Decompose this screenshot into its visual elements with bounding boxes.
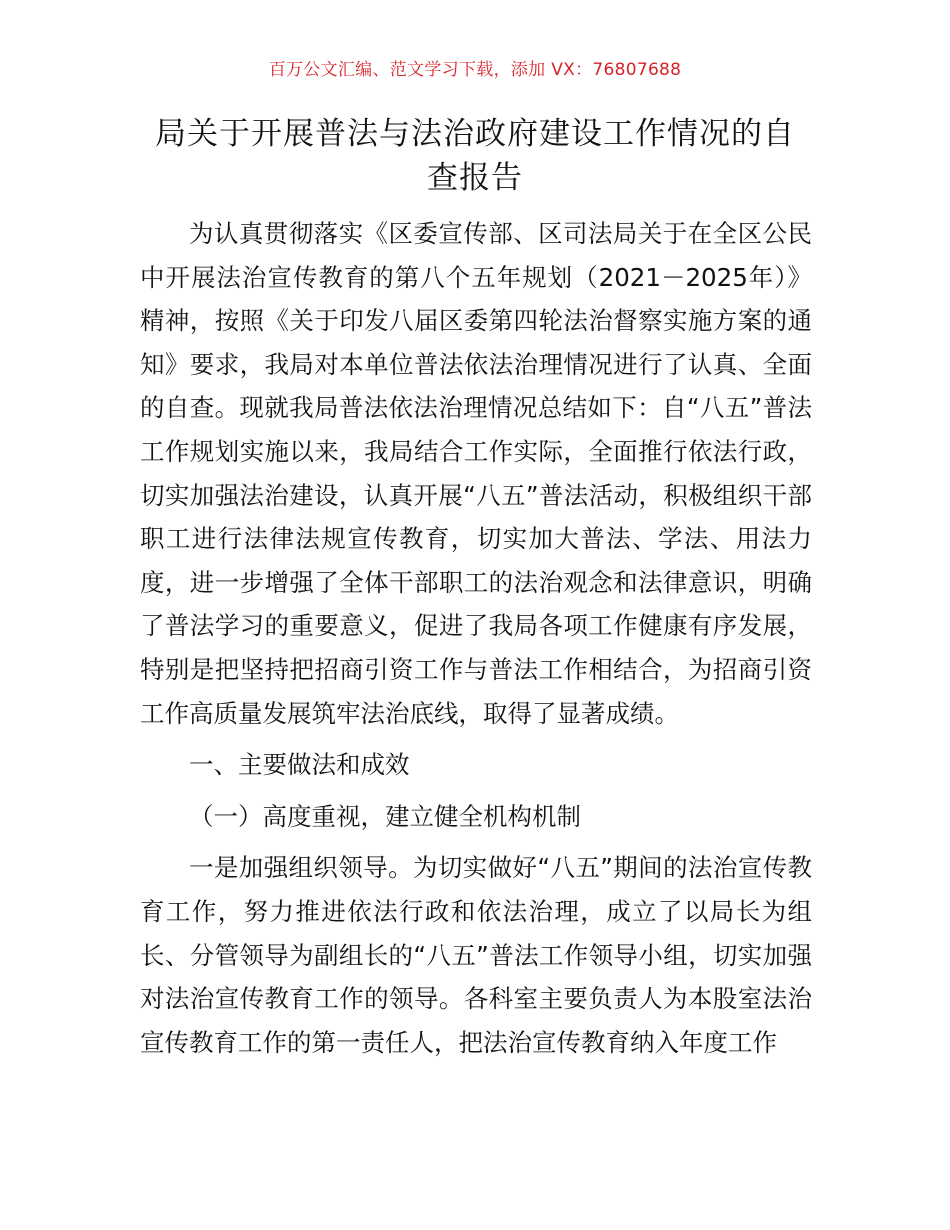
header-watermark: 百万公文汇编、范文学习下载，添加 VX：76807688 (268, 60, 682, 80)
body-paragraph: 为认真贯彻落实《区委宣传部、区司法局关于在全区公民中开展法治宣传教育的第八个五年规划（2021－2025年）》精神，按照《关于印发八届区委第四轮法治督察实施方案的通知》要求，我局对本单位普法依法治理情况进行了认真、全面的自查。现就我局普法依法治理情况总结如下：自“八五”普法工作规划实施以来，我局结合工作实际，全面推行依法行政，切实加强法治建设，认真开展“八五”普法活动，积极组织干部职工进行法律法规宣传教育，切实加大普法、学法、用法力度，进一步增强了全体干部职工的法治观念和法律意识，明确了普法学习的重要意义，促进了我局各项工作健康有序发展，特别是把坚持把招商引资工作与普法工作相结合，为招商引资工作高质量发展筑牢法治底线，取得了显著成绩。 (140, 219, 812, 728)
section-heading: 一、主要做法和成效 (189, 750, 410, 780)
document-title: 局关于开展普法与法治政府建设工作情况的自查报告 (155, 116, 795, 196)
body-paragraph: 一是加强组织领导。为切实做好“八五”期间的法治宣传教育工作，努力推进依法行政和依法治理，成立了以局长为组长、分管领导为副组长的“八五”普法工作领导小组，切实加强对法治宣传教育工作的领导。各科室主要负责人为本股室法治宣传教育工作的第一责任人，把法治宣传教育纳入年度工作 (140, 853, 812, 1057)
document-body (140, 212, 812, 1064)
subsection-heading: （一）高度重视，建立健全机构机制 (189, 801, 581, 831)
